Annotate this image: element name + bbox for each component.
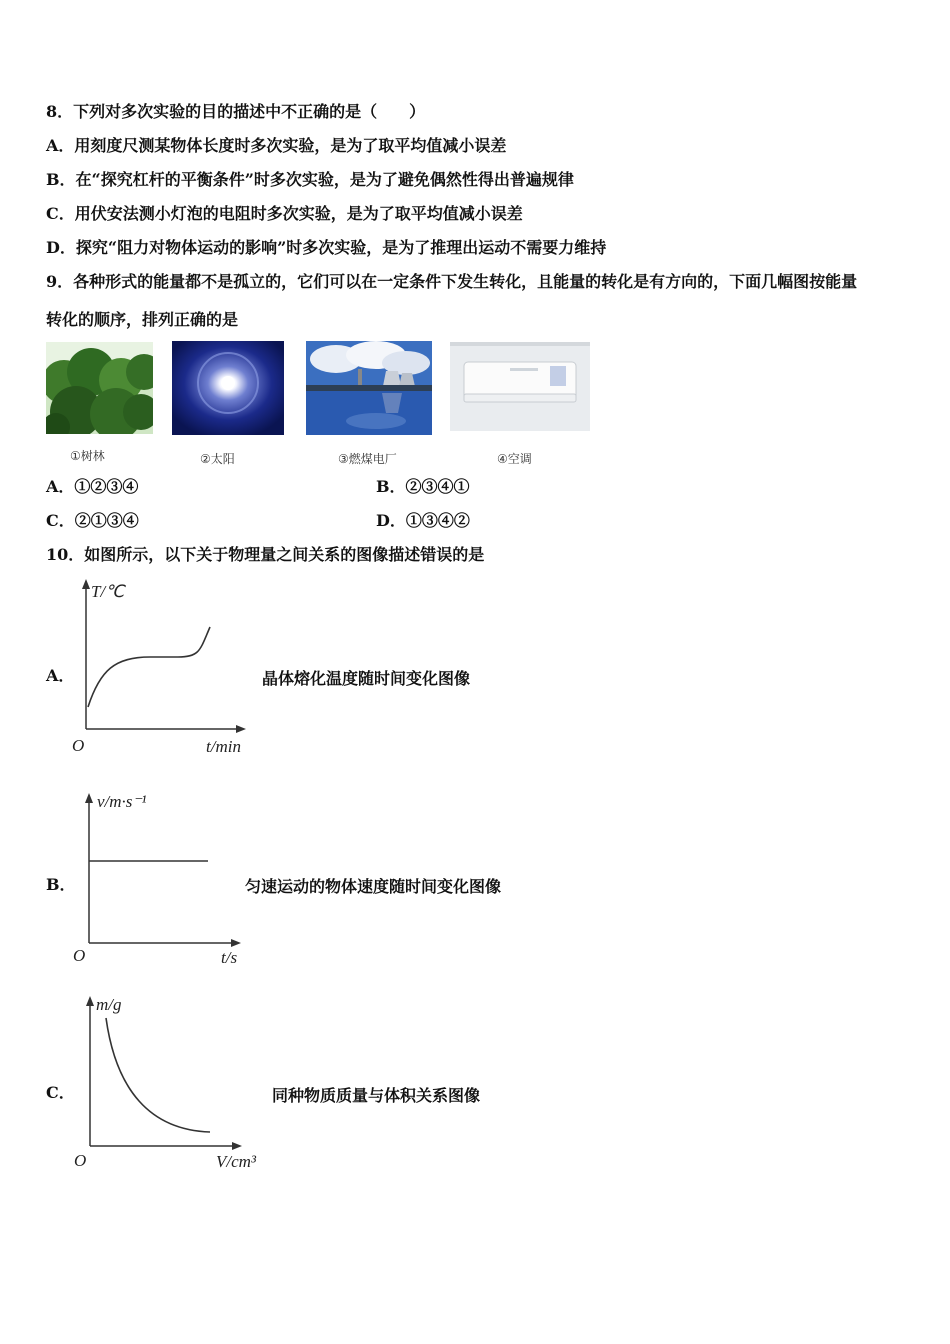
q10-option-c: C． bbox=[46, 1083, 75, 1102]
coal-power-plant-photo bbox=[306, 341, 432, 435]
graph-a-curve bbox=[88, 627, 210, 707]
graph-a bbox=[60, 575, 280, 765]
graph-b-origin: O bbox=[73, 946, 86, 965]
q9-option-d: D．①③④② bbox=[376, 511, 470, 530]
q9-stem-line2: 转化的顺序，排列正确的是 bbox=[46, 310, 239, 329]
q8-stem: 8．下列对多次实验的目的描述中不正确的是（ ） bbox=[46, 102, 426, 121]
graph-c-y-arrow bbox=[86, 996, 94, 1006]
graph-a-y-arrow bbox=[82, 579, 90, 589]
graph-c bbox=[60, 990, 290, 1180]
graph-a-x-arrow bbox=[236, 725, 246, 733]
graph-a-ylabel: T/℃ bbox=[91, 582, 125, 601]
graph-c-x-arrow bbox=[232, 1142, 242, 1150]
forest-caption: ①树林 bbox=[70, 449, 105, 463]
q8-option-c: C．用伏安法测小灯泡的电阻时多次实验，是为了取平均值减小误差 bbox=[46, 204, 523, 223]
graph-c-ylabel: m/g bbox=[96, 995, 122, 1014]
graph-a-origin: O bbox=[72, 736, 85, 755]
graph-b-ylabel: v/m·s⁻¹ bbox=[97, 792, 147, 811]
q9-stem-line1: 9．各种形式的能量都不是孤立的，它们可以在一定条件下发生转化，且能量的转化是有方向的，下面几幅图按能量 bbox=[46, 272, 858, 291]
sun-photo bbox=[172, 341, 284, 435]
graph-c-curve bbox=[106, 1018, 210, 1132]
graph-b-description: 匀速运动的物体速度随时间变化图像 bbox=[245, 877, 502, 896]
q9-option-b: B．②③④① bbox=[376, 477, 470, 496]
graph-a-description: 晶体熔化温度随时间变化图像 bbox=[262, 669, 471, 688]
q10-stem: 10．如图所示，以下关于物理量之间关系的图像描述错误的是 bbox=[46, 545, 485, 564]
forest-photo bbox=[46, 342, 153, 434]
q10-option-a: A． bbox=[46, 666, 75, 685]
q8-option-a: A．用刻度尺测某物体长度时多次实验，是为了取平均值减小误差 bbox=[46, 136, 507, 155]
q8-option-d: D．探究“阻力对物体运动的影响”时多次实验，是为了推理出运动不需要力维持 bbox=[46, 238, 607, 257]
q9-option-c: C．②①③④ bbox=[46, 511, 139, 530]
graph-b-y-arrow bbox=[85, 793, 93, 803]
power-plant-caption: ③燃煤电厂 bbox=[338, 452, 397, 466]
graph-b-x-arrow bbox=[231, 939, 241, 947]
q8-option-b: B．在“探究杠杆的平衡条件”时多次实验，是为了避免偶然性得出普遍规律 bbox=[46, 170, 574, 189]
air-conditioner-photo bbox=[450, 342, 590, 431]
graph-b-xlabel: t/s bbox=[221, 948, 238, 967]
q9-option-a: A．①②③④ bbox=[46, 477, 139, 496]
graph-c-origin: O bbox=[74, 1151, 87, 1170]
graph-c-xlabel: V/cm³ bbox=[216, 1152, 257, 1171]
graph-c-description: 同种物质质量与体积关系图像 bbox=[272, 1086, 481, 1105]
graph-a-xlabel: t/min bbox=[206, 737, 241, 756]
sun-caption: ②太阳 bbox=[200, 452, 235, 466]
q10-option-b: B． bbox=[46, 875, 76, 894]
ac-caption: ④空调 bbox=[497, 452, 532, 466]
